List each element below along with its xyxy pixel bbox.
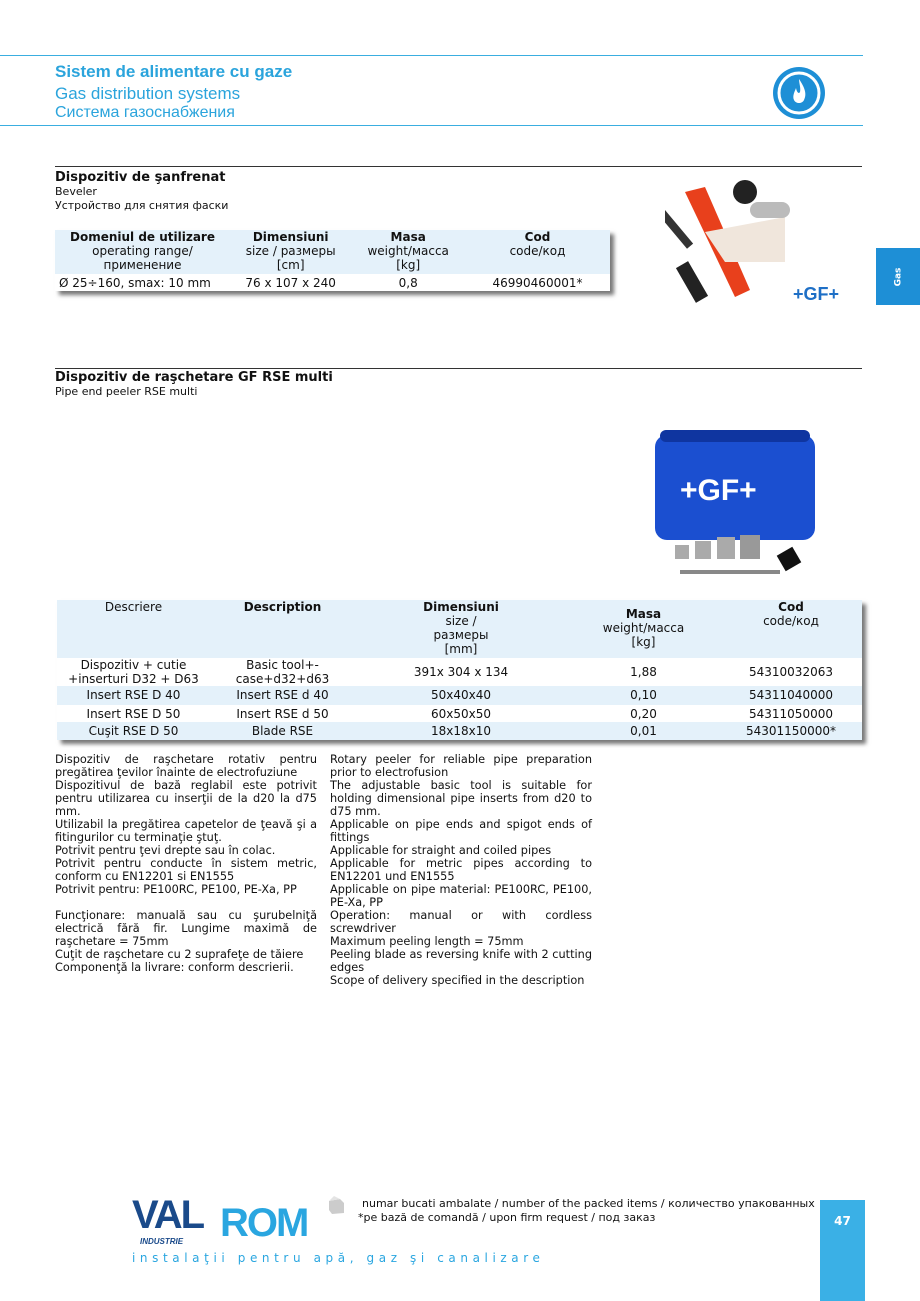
section1-subtitle-en: Beveler [55,185,97,198]
desc-paragraph: Rotary peeler for reliable pipe preparation prior to electrofusion [330,753,592,779]
page-title-ru: Система газоснабжения [55,104,235,121]
svg-text:+GF+: +GF+ [680,474,757,507]
table-row [57,686,862,704]
section2-subtitle-en: Pipe end peeler RSE multi [55,385,198,398]
cell: Blade RSE [210,722,355,740]
desc-paragraph: Dispozitiv de raşchetare rotativ pentru pregătirea ţevilor înainte de electrofuziune [55,753,317,779]
cell: 60x50x50 [355,704,567,722]
peeler-kit-image [640,425,840,595]
desc-paragraph: Applicable on pipe material: PE100RC, PE100, PE-Xa, PP [330,883,592,909]
desc-paragraph: Funcţionare: manuală sau cu şurubelniţă electrică fără fir. Lungime maximă de raşchetare = 75mm [55,909,317,948]
footnote-request: *pe bază de comandă / upon firm request / под заказ [358,1211,656,1224]
svg-text:+GF+: +GF+ [793,284,840,304]
cell: Cuşit RSE D 50 [57,722,210,740]
col-header: Masa [625,607,662,621]
cell: Basic tool+-case+d32+d63 [210,657,355,686]
gas-flame-icon [772,66,826,120]
desc-paragraph: Scope of delivery specified in the description [330,974,585,987]
section-rule [55,368,862,369]
col-subheader: weight/масса [kg] [602,621,685,649]
box-icon [326,1195,348,1215]
page-title-en: Gas distribution systems [55,84,241,103]
section2-title: Dispozitiv de raşchetare GF RSE multi [55,370,333,385]
col-subheader: weight/масса [kg] [367,244,449,272]
col-subheader: size / размеры [cm] [245,244,336,272]
cell: 46990460001* [465,273,610,291]
table-row [55,273,610,291]
cell: 54301150000* [720,722,862,740]
col-subheader: code/код [509,244,566,258]
section1-title: Dispozitiv de şanfrenat [55,170,226,185]
cell: Ø 25÷160, smax: 10 mm [55,273,230,291]
cell: 0,8 [351,273,465,291]
cell: 0,20 [567,704,720,722]
desc-paragraph: The adjustable basic tool is suitable for holding dimensional pipe inserts from d20 to d75 mm. [330,779,592,818]
desc-paragraph: Utilizabil la pregătirea capetelor de ţeavă şi a fitingurilor cu terminaţie ştuţ. [55,818,317,844]
page-number: 47 [820,1200,865,1301]
desc-paragraph: Cuţit de raşchetare cu 2 suprafeţe de tăiere [55,948,304,961]
cell: 0,10 [567,686,720,704]
logo-industrie-text: INDUSTRIE [140,1237,184,1246]
desc-paragraph: Potrivit pentru ţevi drepte sau în colac. [55,844,276,857]
header-top-rule [0,55,863,56]
beveler-table [55,230,610,291]
cell: 50x40x40 [355,686,567,704]
peeler-table [57,600,862,740]
col-header: Descriere [104,600,163,614]
cell: 0,01 [567,722,720,740]
valrom-logo [132,1195,322,1249]
cell: 1,88 [567,657,720,686]
description-ro [55,753,317,974]
col-header: Dimensiuni [252,230,329,244]
cell: 54311040000 [720,686,862,704]
table-row [57,722,862,740]
description-en [330,753,592,987]
col-header: Description [243,600,322,614]
cell: Insert RSE d 50 [210,704,355,722]
desc-paragraph: Potrivit pentru conducte în sistem metric, conform cu EN12201 si EN1555 [55,857,317,883]
desc-paragraph: Peeling blade as reversing knife with 2 cutting edges [330,948,592,974]
col-subheader: operating range/ применение [92,244,193,272]
side-tab-gas[interactable]: Gas [876,248,920,305]
cell: 76 x 107 x 240 [230,273,351,291]
beveler-image [665,172,860,322]
desc-paragraph: Applicable for straight and coiled pipes [330,844,552,857]
cell: Insert RSE D 50 [57,704,210,722]
col-header: Cod [524,230,551,244]
section-rule [55,166,862,167]
cell: Insert RSE D 40 [57,686,210,704]
cell: 54311050000 [720,704,862,722]
col-subheader: code/код [763,614,819,628]
desc-paragraph: Componenţă la livrare: conform descrierii. [55,961,294,974]
desc-paragraph: Applicable on pipe ends and spigot ends of fittings [330,818,592,844]
desc-paragraph: Operation: manual or with cordless screwdriver [330,909,592,935]
col-subheader: size / размеры [mm] [433,614,489,656]
col-header: Domeniul de utilizare [69,230,215,244]
cell: 18x18x10 [355,722,567,740]
table-row [57,704,862,722]
col-header: Masa [390,230,426,244]
table-row [57,657,862,686]
col-header: Dimensiuni [423,600,499,614]
desc-paragraph: Maximum peeling length = 75mm [330,935,524,948]
cell: 54310032063 [720,657,862,686]
logo-rom-text: ROM [220,1201,308,1245]
desc-paragraph: Potrivit pentru: PE100RC, PE100, PE-Xa, PP [55,883,297,896]
footnote-packed: numar bucati ambalate / number of the packed items / количество упакованных [362,1197,815,1210]
header-bottom-rule [0,125,863,126]
desc-paragraph: Applicable for metric pipes according to EN12201 und EN1555 [330,857,592,883]
desc-paragraph: Dispozitivul de bază reglabil este potrivit pentru utilizarea cu inserţii de la d20 la d75 mm. [55,779,317,818]
cell: Insert RSE d 40 [210,686,355,704]
section1-subtitle-ru: Устройство для снятия фаски [55,199,229,212]
page-title-ro: Sistem de alimentare cu gaze [55,62,293,81]
logo-val-text: VAL [132,1193,204,1237]
cell: Dispozitiv + cutie +inserturi D32 + D63 [57,657,210,686]
tagline: instalaţii pentru apă, gaz şi canalizare [132,1251,545,1265]
cell: 391x 304 x 134 [355,657,567,686]
col-header: Cod [778,600,804,614]
